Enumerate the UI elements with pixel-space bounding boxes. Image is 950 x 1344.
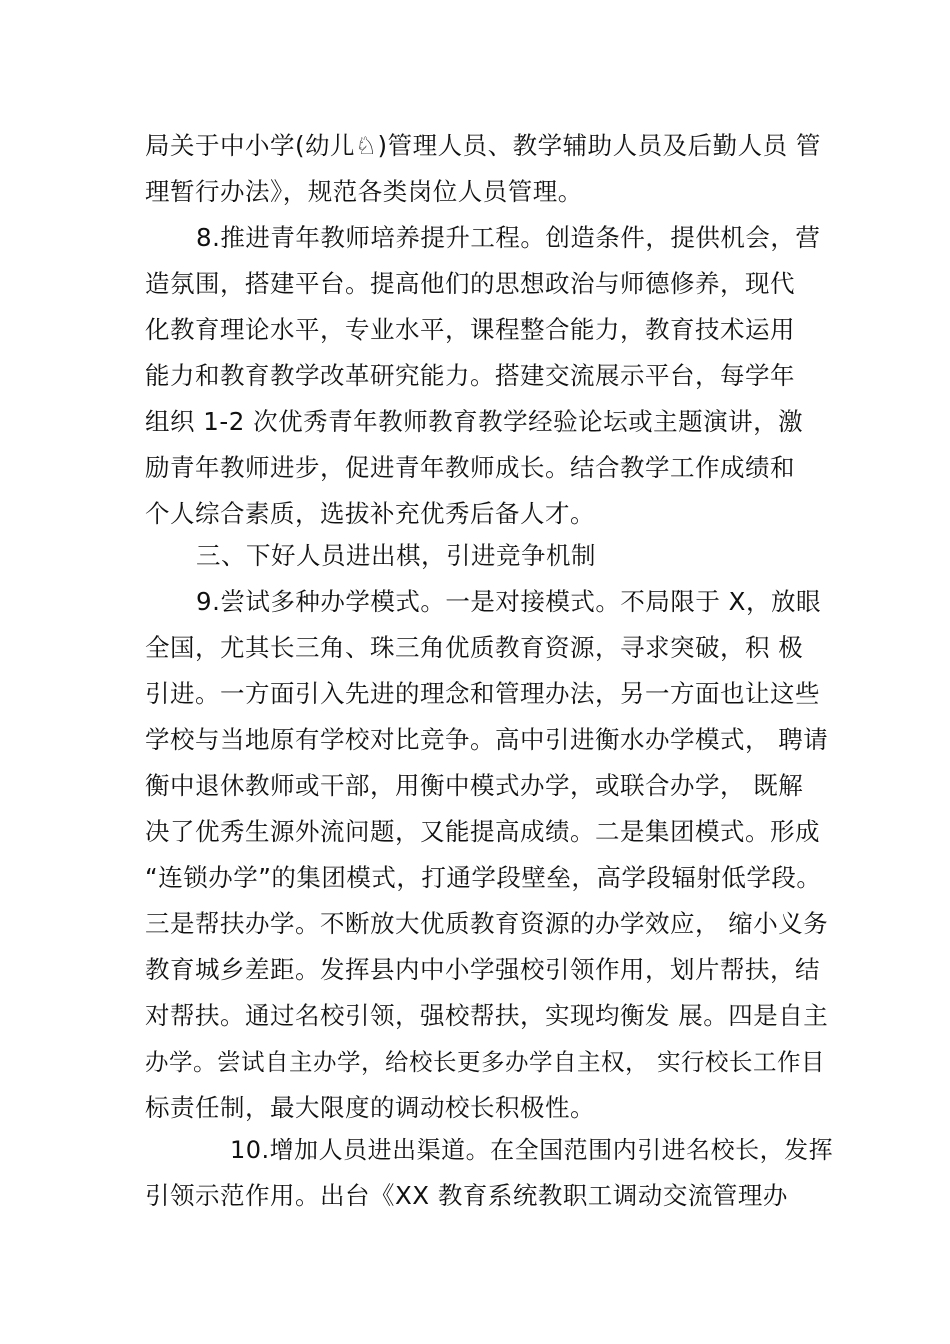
text-line-19: 教育城乡差距。发挥县内中小学强校引领作用，划片帮扶，结	[145, 955, 820, 984]
text-line-17: “连锁办学”的集团模式，打通学段壁垒，高学段辐射低学段。	[145, 863, 822, 892]
text-line-24: 引领示范作用。出台《XX 教育系统教职工调动交流管理办	[145, 1181, 788, 1210]
text-line-3: 8.推进青年教师培养提升工程。创造条件，提供机会，营	[196, 223, 821, 252]
text-line-18: 三是帮扶办学。不断放大优质教育资源的办学效应， 缩小义务	[145, 909, 829, 938]
section-heading: 三、下好人员进出棋，引进竞争机制	[196, 541, 596, 570]
text-line-7: 组织 1-2 次优秀青年教师教育教学经验论坛或主题演讲，激	[145, 407, 804, 436]
text-line-11: 9.尝试多种办学模式。一是对接模式。不局限于 X，放眼	[196, 587, 821, 616]
text-line-16: 决了优秀生源外流问题，又能提高成绩。二是集团模式。形成	[145, 817, 820, 846]
text-line-5: 化教育理论水平，专业水平，课程整合能力，教育技术运用	[145, 315, 795, 344]
text-line-22: 标责任制，最大限度的调动校长积极性。	[145, 1093, 595, 1122]
text-line-1: 局关于中小学(幼儿♘)管理人员、教学辅助人员及后勤人员 管	[145, 131, 821, 160]
text-line-21: 办学。尝试自主办学，给校长更多办学自主权， 实行校长工作目	[145, 1048, 825, 1076]
text-line-2: 理暂行办法》，规范各类岗位人员管理。	[145, 177, 583, 206]
text-line-23: 10.增加人员进出渠道。在全国范围内引进名校长，发挥	[230, 1136, 834, 1164]
text-line-13: 引进。一方面引入先进的理念和管理办法，另一方面也让这些	[145, 679, 820, 708]
text-line-14: 学校与当地原有学校对比竞争。高中引进衡水办学模式， 聘请	[145, 725, 829, 754]
text-line-12: 全国，尤其长三角、珠三角优质教育资源，寻求突破，积 极	[145, 633, 804, 662]
text-line-9: 个人综合素质，选拔补充优秀后备人才。	[145, 499, 595, 528]
text-line-6: 能力和教育教学改革研究能力。搭建交流展示平台，每学年	[145, 361, 795, 390]
text-line-15: 衡中退休教师或干部，用衡中模式办学，或联合办学， 既解	[145, 771, 804, 800]
text-line-8: 励青年教师进步，促进青年教师成长。结合教学工作成绩和	[145, 453, 795, 482]
text-line-4: 造氛围，搭建平台。提高他们的思想政治与师德修养，现代	[145, 269, 795, 298]
text-line-20: 对帮扶。通过名校引领，强校帮扶，实现均衡发 展。四是自主	[145, 1001, 829, 1030]
